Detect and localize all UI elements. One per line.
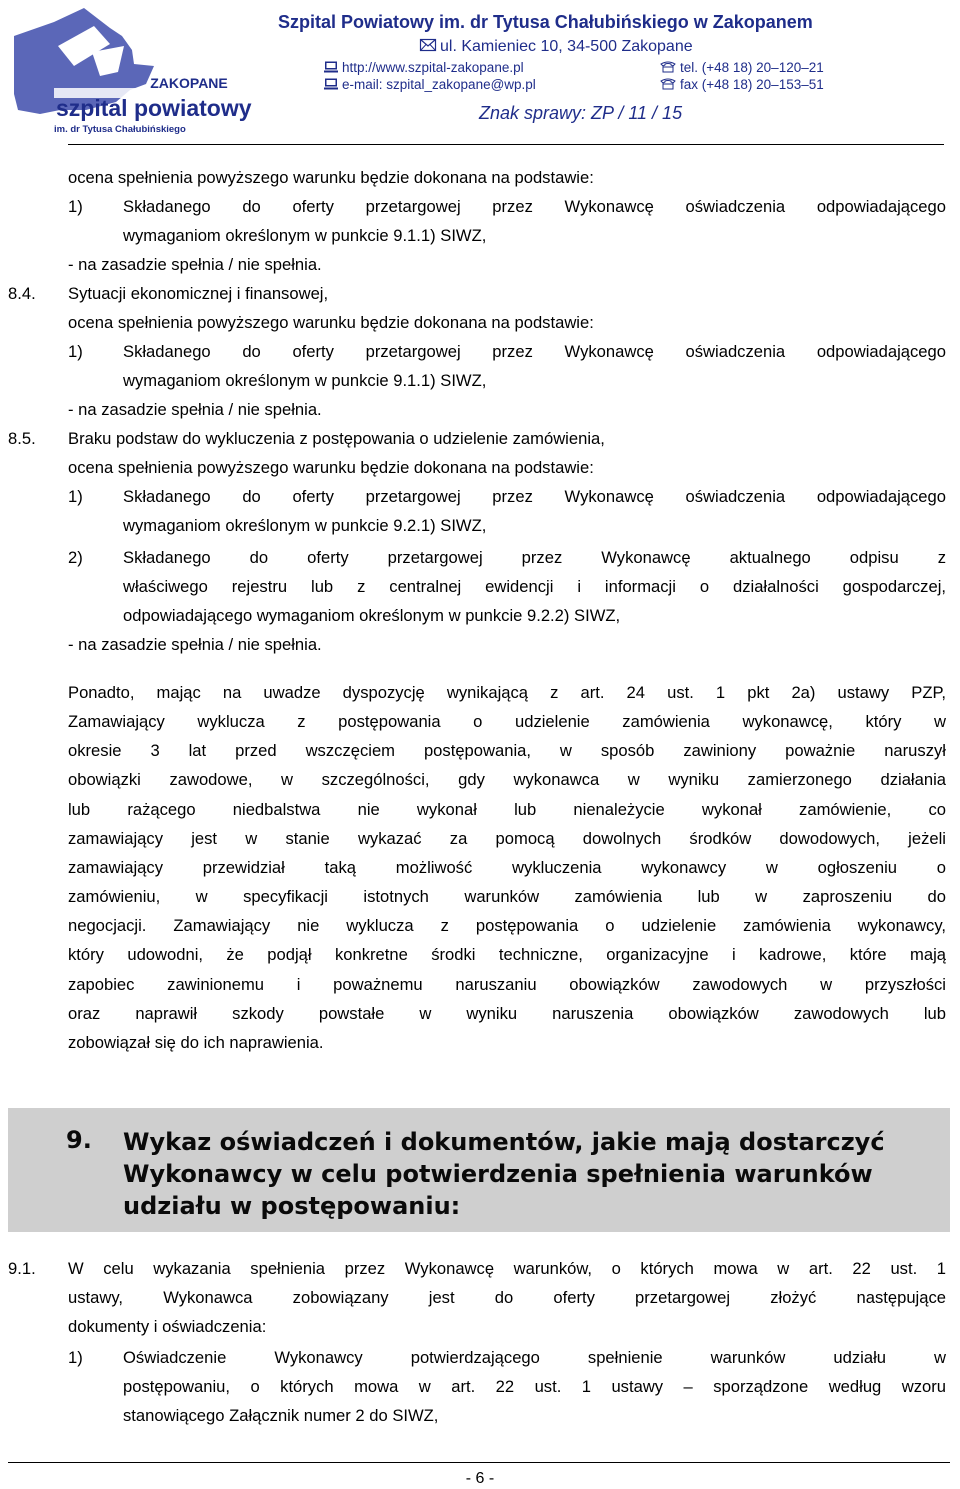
- list-item-line: postępowaniu, o których mowa w art. 22 ust. 1 ustawy – sporządzone według wzoru: [123, 1377, 946, 1396]
- paragraph-line: Zamawiający wyklucza z postępowania o udzielenie zamówienia wykonawcę, który w: [68, 712, 946, 731]
- header-divider: [68, 144, 944, 145]
- address-text: ul. Kamieniec 10, 34-500 Zakopane: [440, 38, 693, 56]
- list-number: 1): [68, 1348, 83, 1367]
- criteria-item-cont: wymaganiom określonym w punkcie 9.2.1) SIWZ,: [123, 516, 487, 535]
- paragraph-line: negocjacji. Zamawiający nie wyklucza z postępowania o udzielenie zamówienia wykonawcy,: [68, 916, 946, 935]
- subsection-line: W celu wykazania spełnienia przez Wykonawcę warunków, o których mowa w art. 22 ust. 1: [68, 1259, 946, 1278]
- criteria-line: ocena spełnienia powyższego warunku będzie dokonana na podstawie:: [68, 458, 594, 477]
- list-item-line: stanowiącego Załącznik numer 2 do SIWZ,: [123, 1406, 439, 1425]
- paragraph-line: zamawiający jest w stanie wykazać za pomocą dowolnych środków dowodowych, jeżeli: [68, 829, 946, 848]
- logo-patron: im. dr Tytusa Chałubińskiego: [54, 124, 186, 135]
- hospital-logo: [14, 6, 252, 136]
- paragraph-line: zobowiązał się do ich naprawienia.: [68, 1033, 324, 1052]
- paragraph-line: Ponadto, mając na uwadze dyspozycję wynikającą z art. 24 ust. 1 pkt 2a) ustawy PZP,: [68, 683, 946, 702]
- hospital-address: [420, 38, 693, 56]
- criteria-item-cont: wymaganiom określonym w punkcie 9.1.1) SIWZ,: [123, 226, 487, 245]
- criteria-item: Składanego do oferty przetargowej przez Wykonawcę oświadczenia odpowiadającego: [123, 342, 946, 361]
- paragraph-line: zapobiec zawinionemu i poważnemu naruszaniu obowiązków zawodowych w przyszłości: [68, 975, 946, 994]
- website-link[interactable]: http://www.szpital-zakopane.pl: [342, 60, 524, 75]
- section-number: 8.4.: [8, 284, 36, 303]
- criteria-line: ocena spełnienia powyższego warunku będzie dokonana na podstawie:: [68, 313, 594, 332]
- criteria-item-cont: właściwego rejestru lub z centralnej ewidencji i informacji o działalności gospodarczej,: [123, 577, 946, 596]
- section-heading-title: Wykaz oświadczeń i dokumentów, jakie mają dostarczyć Wykonawcy w celu potwierdzenia spełnienia warunków udziału w postępowaniu:: [123, 1128, 885, 1220]
- criteria-rule: - na zasadzie spełnia / nie spełnia.: [68, 635, 322, 654]
- section-heading-bar: [8, 1108, 950, 1232]
- criteria-item-cont: wymaganiom określonym w punkcie 9.1.1) SIWZ,: [123, 371, 487, 390]
- list-number: 2): [68, 548, 83, 567]
- criteria-item: Składanego do oferty przetargowej przez Wykonawcę aktualnego odpisu z: [123, 548, 946, 567]
- paragraph-line: oraz naprawił szkody powstałe w wyniku naruszenia obowiązków zawodowych lub: [68, 1004, 946, 1023]
- paragraph-line: zamawiający przewidział taką możliwość wykluczenia wykonawcy w ogłoszeniu o: [68, 858, 946, 877]
- subsection-line: dokumenty i oświadczenia:: [68, 1317, 267, 1336]
- logo-city: ZAKOPANE: [150, 75, 228, 91]
- phone-icon: [660, 78, 676, 93]
- section-title: Braku podstaw do wykluczenia z postępowania o udzielenie zamówienia,: [68, 429, 605, 448]
- paragraph-line: obowiązki zawodowe, w szczególności, gdy wykonawca w wyniku zamierzonego działania: [68, 770, 946, 789]
- subsection-number: 9.1.: [8, 1259, 36, 1278]
- criteria-item: Składanego do oferty przetargowej przez Wykonawcę oświadczenia odpowiadającego: [123, 197, 946, 216]
- hospital-name: Szpital Powiatowy im. dr Tytusa Chałubińskiego w Zakopanem: [278, 12, 813, 32]
- computer-icon: [324, 78, 338, 93]
- list-number: 1): [68, 487, 83, 506]
- list-number: 1): [68, 197, 83, 216]
- section-heading-number: 9.: [66, 1126, 92, 1154]
- logo-name: szpital powiatowy: [56, 95, 252, 121]
- criteria-rule: - na zasadzie spełnia / nie spełnia.: [68, 255, 322, 274]
- criteria-line: ocena spełnienia powyższego warunku będzie dokonana na podstawie:: [68, 168, 594, 187]
- footer-divider: [8, 1462, 950, 1463]
- email-text[interactable]: e-mail: szpital_zakopane@wp.pl: [342, 77, 536, 92]
- criteria-rule: - na zasadzie spełnia / nie spełnia.: [68, 400, 322, 419]
- logo-graphic: [14, 6, 252, 136]
- case-reference: Znak sprawy: ZP / 11 / 15: [479, 103, 683, 123]
- paragraph-line: który udowodni, że podjął konkretne środki techniczne, organizacyjne i kadrowe, które mają: [68, 945, 946, 964]
- phone-text: tel. (+48 18) 20–120–21: [680, 60, 824, 75]
- subsection-line: ustawy, Wykonawca zobowiązany jest do oferty przetargowej złożyć następujące: [68, 1288, 946, 1307]
- section-number: 8.5.: [8, 429, 36, 448]
- paragraph-line: okresie 3 lat przed wszczęciem postępowania, w sposób zawiniony poważnie naruszył: [68, 741, 946, 760]
- criteria-item-cont: odpowiadającego wymaganiom określonym w punkcie 9.2.2) SIWZ,: [123, 606, 621, 625]
- phone-icon: [660, 61, 676, 76]
- envelope-icon: [420, 38, 436, 56]
- list-number: 1): [68, 342, 83, 361]
- paragraph-line: lub rażącego niedbalstwa nie wykonał lub nienależycie wykonał zamówienie, co: [68, 800, 946, 819]
- paragraph-line: zamówieniu, w specyfikacji istotnych warunków zamówienia lub w zaproszeniu do: [68, 887, 946, 906]
- criteria-item: Składanego do oferty przetargowej przez Wykonawcę oświadczenia odpowiadającego: [123, 487, 946, 506]
- list-item-line: Oświadczenie Wykonawcy potwierdzającego spełnienie warunków udziału w: [123, 1348, 946, 1367]
- page-number: - 6 -: [465, 1470, 495, 1487]
- section-title: Sytuacji ekonomicznej i finansowej,: [68, 284, 329, 303]
- fax-text: fax (+48 18) 20–153–51: [680, 77, 824, 92]
- computer-icon: [324, 61, 338, 76]
